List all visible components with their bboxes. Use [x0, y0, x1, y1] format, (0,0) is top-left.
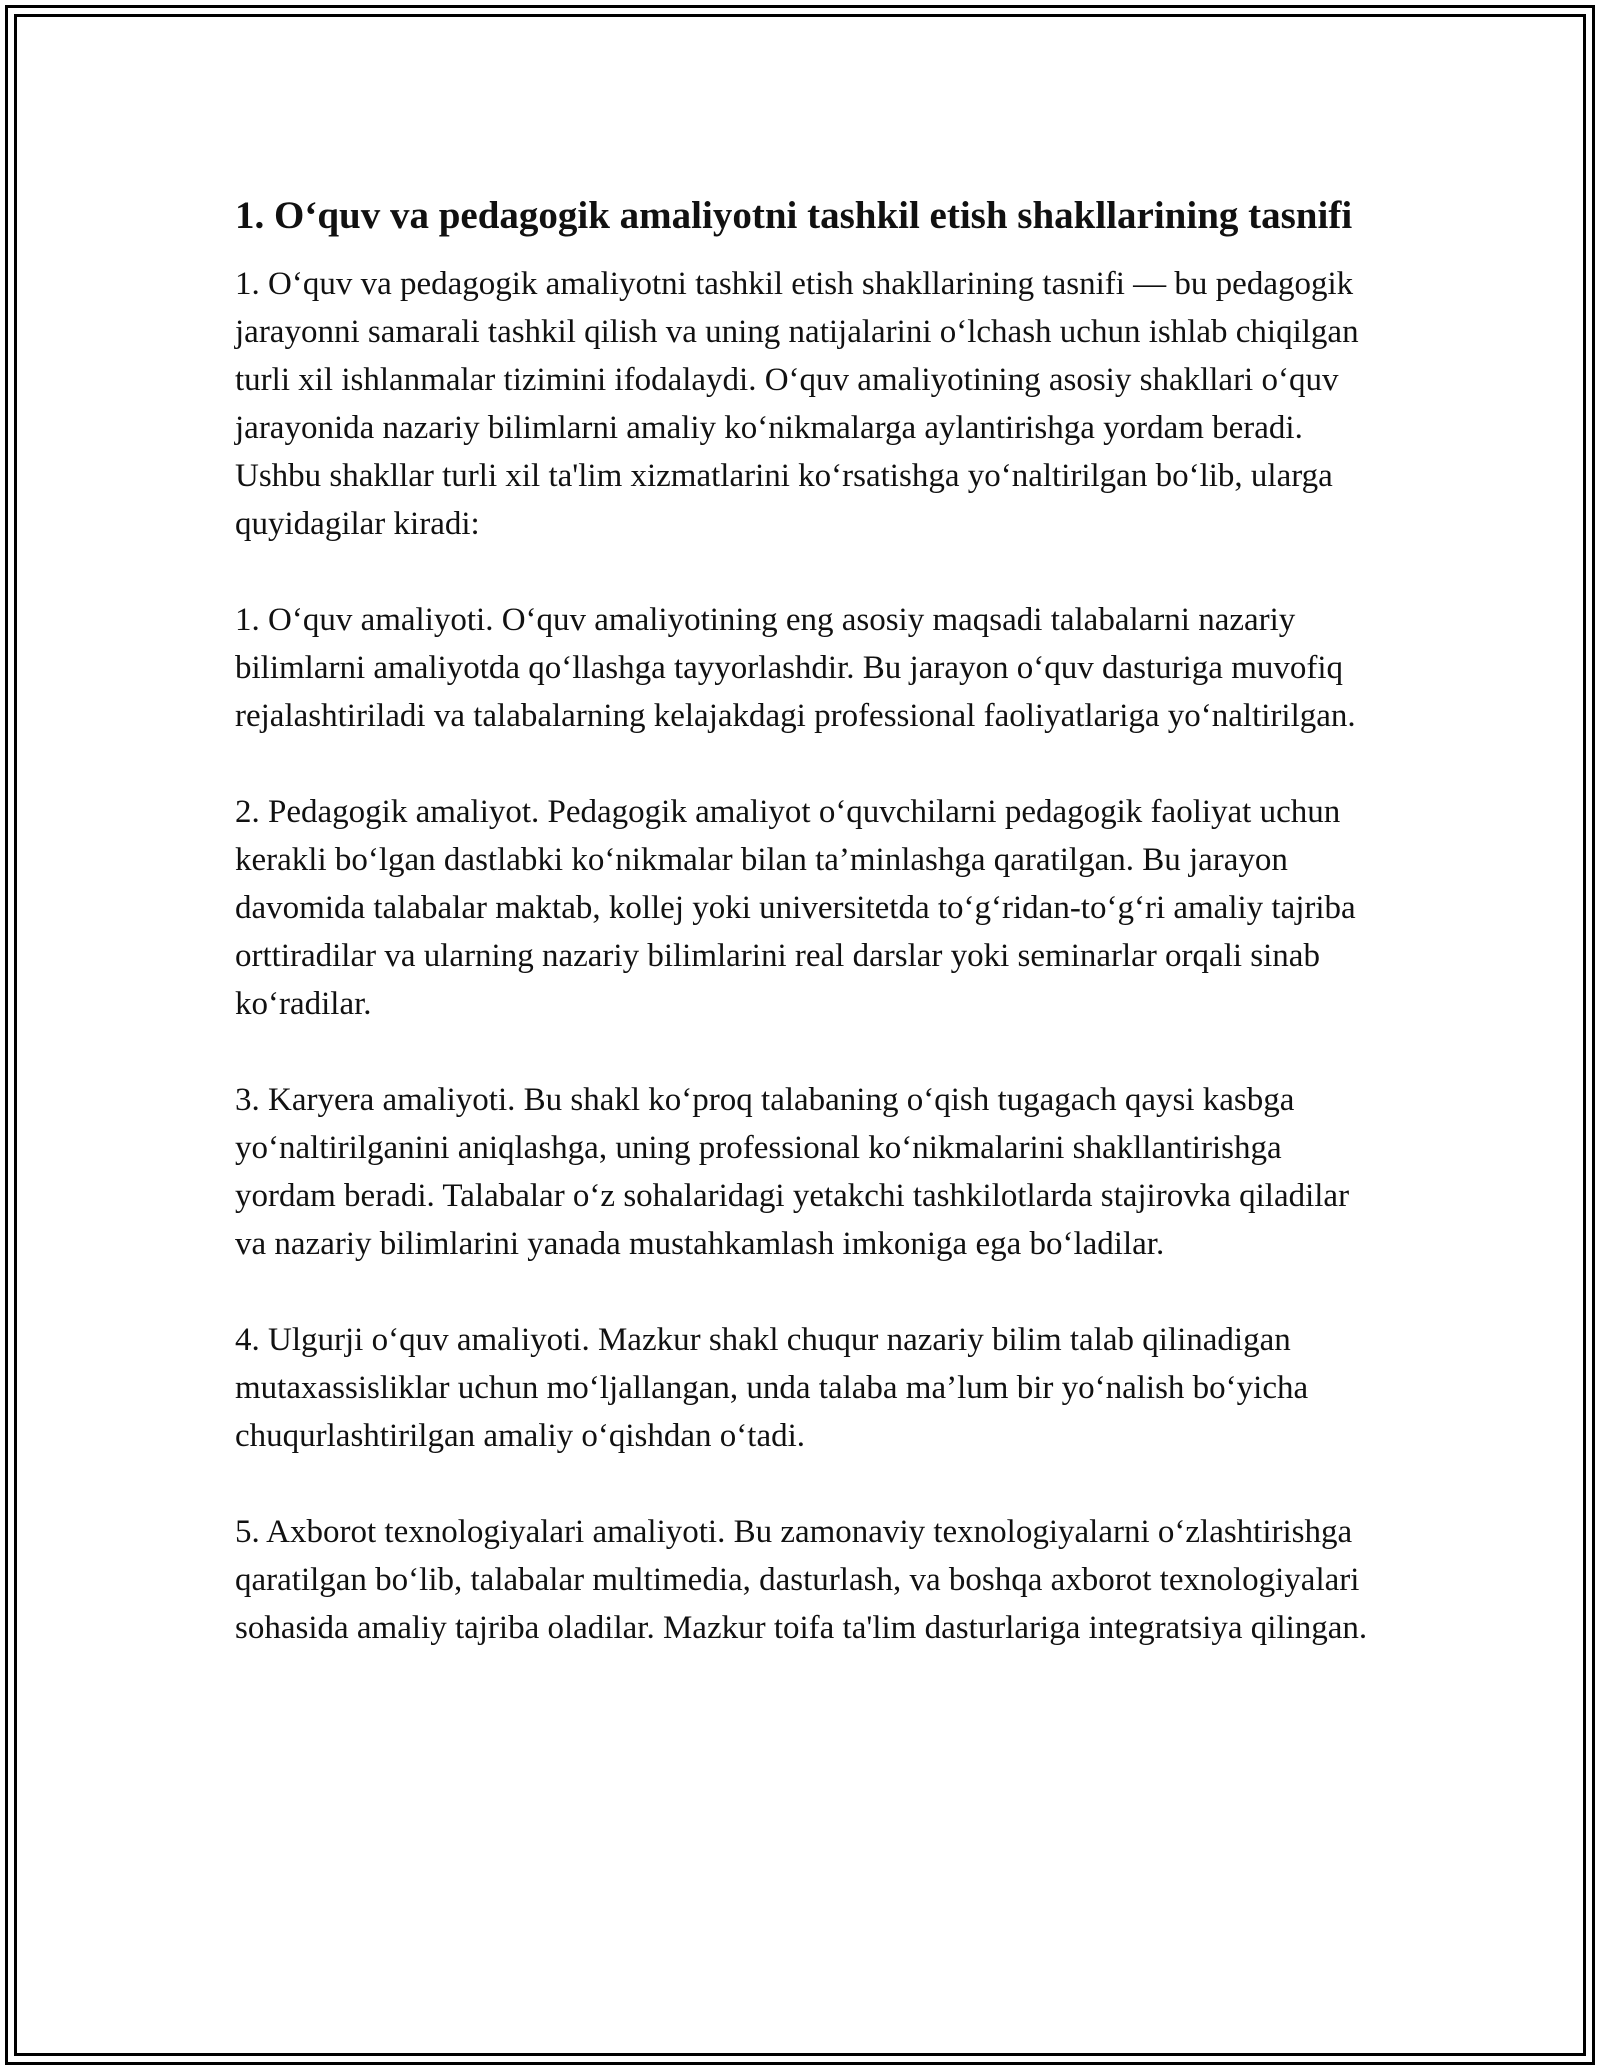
- document-body: [235, 260, 1385, 1652]
- paragraph-oquv-amaliyoti: 1. O‘quv amaliyoti. O‘quv amaliyotining eng asosiy maqsadi talabalarni nazariy bilimlarni amaliyotda qo‘llashga tayyorlashdir. Bu jarayon o‘quv dasturiga muvofiq rejalashtiriladi va talabalarning kelajakdagi professional faoliyatlariga yo‘naltirilgan.: [235, 602, 1356, 734]
- paragraph-pedagogik-amaliyot: 2. Pedagogik amaliyot. Pedagogik amaliyot o‘quvchilarni pedagogik faoliyat uchun kerakli bo‘lgan dastlabki ko‘nikmalar bilan ta’minlashga qaratilgan. Bu jarayon davomida talabalar maktab, kollej yoki universitetda to‘g‘ridan-to‘g‘ri amaliy tajriba orttiradilar va ularning nazariy bilimlarini real darslar yoki seminarlar orqali sinab ko‘radilar.: [235, 794, 1356, 1022]
- document-content: [235, 188, 1385, 1700]
- paragraph-karyera-amaliyoti: 3. Karyera amaliyoti. Bu shakl ko‘proq talabaning o‘qish tugagach qaysi kasbga yo‘naltirilganini aniqlashga, uning professional ko‘nikmalarini shakllantirishga yordam beradi. Talabalar o‘z sohalaridagi yetakchi tashkilotlarda stajirovka qiladilar va nazariy bilimlarini yanada mustahkamlash imkoniga ega bo‘ladilar.: [235, 1082, 1350, 1262]
- document-title: 1. O‘quv va pedagogik amaliyotni tashkil etish shakllarining tasnifi: [235, 194, 1353, 237]
- paragraph-axborot-amaliyoti: 5. Axborot texnologiyalari amaliyoti. Bu zamonaviy texnologiyalarni o‘zlashtirishga qaratilgan bo‘lib, talabalar multimedia, dasturlash, va boshqa axborot texnologiyalari sohasida amaliy tajriba oladilar. Mazkur toifa ta'lim dasturlariga integratsiya qilingan.: [235, 1514, 1368, 1646]
- paragraph-ulgurji-amaliyoti: 4. Ulgurji o‘quv amaliyoti. Mazkur shakl chuqur nazariy bilim talab qilinadigan mutaxassisliklar uchun mo‘ljallangan, unda talaba ma’lum bir yo‘nalish bo‘yicha chuqurlashtirilgan amaliy o‘qishdan o‘tadi.: [235, 1322, 1309, 1454]
- intro-paragraph: 1. O‘quv va pedagogik amaliyotni tashkil etish shakllarining tasnifi — bu pedagogik jarayonni samarali tashkil qilish va uning natijalarini o‘lchash uchun ishlab chiqilgan turli xil ishlanmalar tizimini ifodalaydi. O‘quv amaliyotining asosiy shakllari o‘quv jarayonida nazariy bilimlarni amaliy ko‘nikmalarga aylantirishga yordam beradi. Ushbu shakllar turli xil ta'lim xizmatlarini ko‘rsatishga yo‘naltirilgan bo‘lib, ularga quyidagilar kiradi:: [235, 266, 1359, 542]
